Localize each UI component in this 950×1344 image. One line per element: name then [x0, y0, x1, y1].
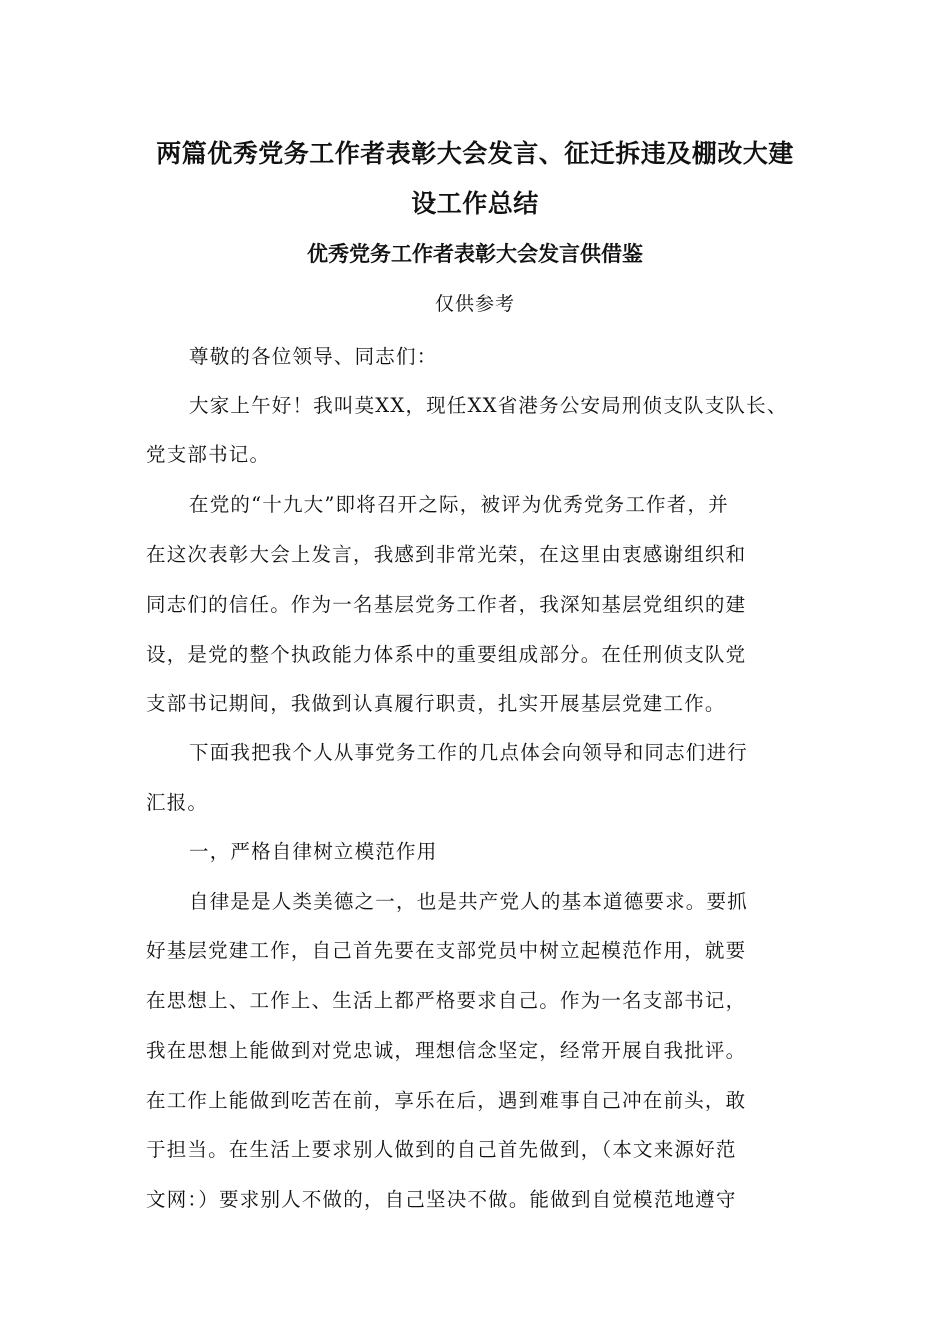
body-line: 同志们的信任。作为一名基层党务工作者，我深知基层党组织的建 — [146, 593, 747, 616]
body-line: 于担当。在生活上要求别人做到的自己首先做到，（本文来源好范 — [146, 1138, 737, 1161]
body-line: 汇报。 — [146, 791, 209, 814]
body-line: 在党的“十九大”即将召开之际，被评为优秀党务工作者，并 — [189, 493, 729, 516]
body-line: 在思想上、工作上、生活上都严格要求自己。作为一名支部书记， — [146, 989, 747, 1012]
document-title-line-2: 设工作总结 — [411, 189, 539, 218]
body-line: 设，是党的整个执政能力体系中的重要组成部分。在任刑侦支队党 — [146, 643, 747, 666]
reference-note: 仅供参考 — [434, 293, 515, 315]
document-title-line-1: 两篇优秀党务工作者表彰大会发言、征迁拆违及棚改大建 — [156, 139, 794, 168]
body-line: 在这次表彰大会上发言，我感到非常光荣，在这里由衷感谢组织和 — [146, 543, 747, 566]
body-line: 支部书记期间，我做到认真履行职责，扎实开展基层党建工作。 — [146, 692, 726, 715]
salutation: 尊敬的各位领导、同志们： — [189, 345, 438, 368]
body-line: 在工作上能做到吃苦在前，享乐在后，遇到难事自己冲在前头，敢 — [146, 1089, 747, 1112]
body-line: 大家上午好！我叫莫XX，现任XX省港务公安局刑侦支队支队长、 — [189, 394, 788, 417]
body-line: 我在思想上能做到对党忠诚，理想信念坚定，经常开展自我批评。 — [146, 1039, 747, 1062]
document-subtitle: 优秀党务工作者表彰大会发言供借鉴 — [307, 242, 643, 266]
body-line: 下面我把我个人从事党务工作的几点体会向领导和同志们进行 — [189, 741, 748, 764]
body-line: 党支部书记。 — [146, 443, 271, 466]
body-line: 自律是是人类美德之一，也是共产党人的基本道德要求。要抓 — [189, 890, 748, 913]
body-line: 好基层党建工作，自己首先要在支部党员中树立起模范作用，就要 — [146, 939, 747, 962]
body-line: 文网：）要求别人不做的，自己坚决不做。能做到自觉模范地遵守 — [146, 1188, 737, 1211]
section-heading: 一，严格自律树立模范作用 — [189, 840, 438, 863]
